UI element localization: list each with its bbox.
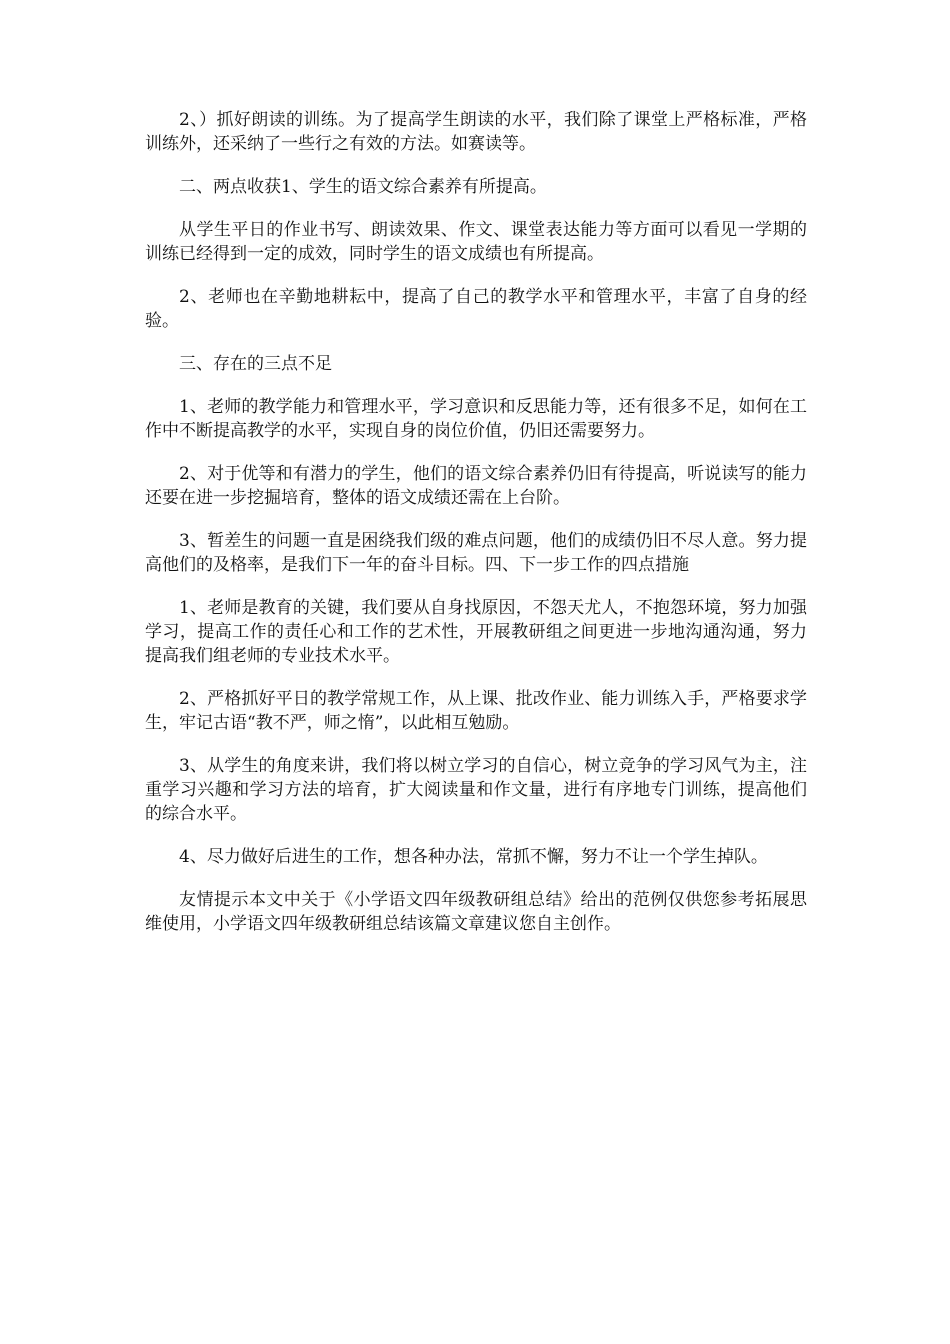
paragraph-student-progress: 从学生平日的作业书写、朗读效果、作文、课堂表达能力等方面可以看见一学期的训练已经得到一定的成效，同时学生的语文成绩也有所提高。 [145, 220, 807, 264]
paragraph-measure-4: 4、尽力做好后进生的工作，想各种办法，常抓不懈，努力不让一个学生掉队。 [179, 847, 768, 867]
paragraph-shortcoming-3: 3、暂差生的问题一直是困绕我们级的难点问题，他们的成绩仍旧不尽人意。努力提高他们的及格率，是我们下一年的奋斗目标。四、下一步工作的四点措施 [145, 531, 807, 575]
paragraph-teacher-progress: 2、老师也在辛勤地耕耘中，提高了自己的教学水平和管理水平，丰富了自身的经验。 [145, 287, 807, 331]
document-body [145, 108, 807, 955]
paragraph-section-two-heading: 二、两点收获1、学生的语文综合素养有所提高。 [179, 177, 547, 197]
paragraph-measure-1: 1、老师是教育的关键，我们要从自身找原因，不怨天尤人，不抱怨环境，努力加强学习，提高工作的责任心和工作的艺术性，开展教研组之间更进一步地沟通沟通，努力提高我们组老师的专业技术水平。 [145, 598, 807, 666]
paragraph-shortcoming-2: 2、对于优等和有潜力的学生，他们的语文综合素养仍旧有待提高，听说读写的能力还要在进一步挖掘培育，整体的语文成绩还需在上台阶。 [145, 464, 807, 508]
paragraph-friendly-tip: 友情提示本文中关于《小学语文四年级教研组总结》给出的范例仅供您参考拓展思维使用，小学语文四年级教研组总结该篇文章建议您自主创作。 [145, 890, 807, 934]
paragraph-measure-3: 3、从学生的角度来讲，我们将以树立学习的自信心，树立竞争的学习风气为主，注重学习兴趣和学习方法的培育，扩大阅读量和作文量，进行有序地专门训练，提高他们的综合水平。 [145, 756, 807, 824]
paragraph-measure-2: 2、严格抓好平日的教学常规工作，从上课、批改作业、能力训练入手，严格要求学生，牢记古语“教不严，师之惰”，以此相互勉励。 [145, 689, 807, 733]
paragraph-reading-training: 2、）抓好朗读的训练。为了提高学生朗读的水平，我们除了课堂上严格标准，严格训练外，还采纳了一些行之有效的方法。如赛读等。 [145, 110, 807, 154]
paragraph-shortcoming-1: 1、老师的教学能力和管理水平，学习意识和反思能力等，还有很多不足，如何在工作中不断提高教学的水平，实现自身的岗位价值，仍旧还需要努力。 [145, 397, 807, 441]
paragraph-section-three-heading: 三、存在的三点不足 [179, 354, 332, 374]
